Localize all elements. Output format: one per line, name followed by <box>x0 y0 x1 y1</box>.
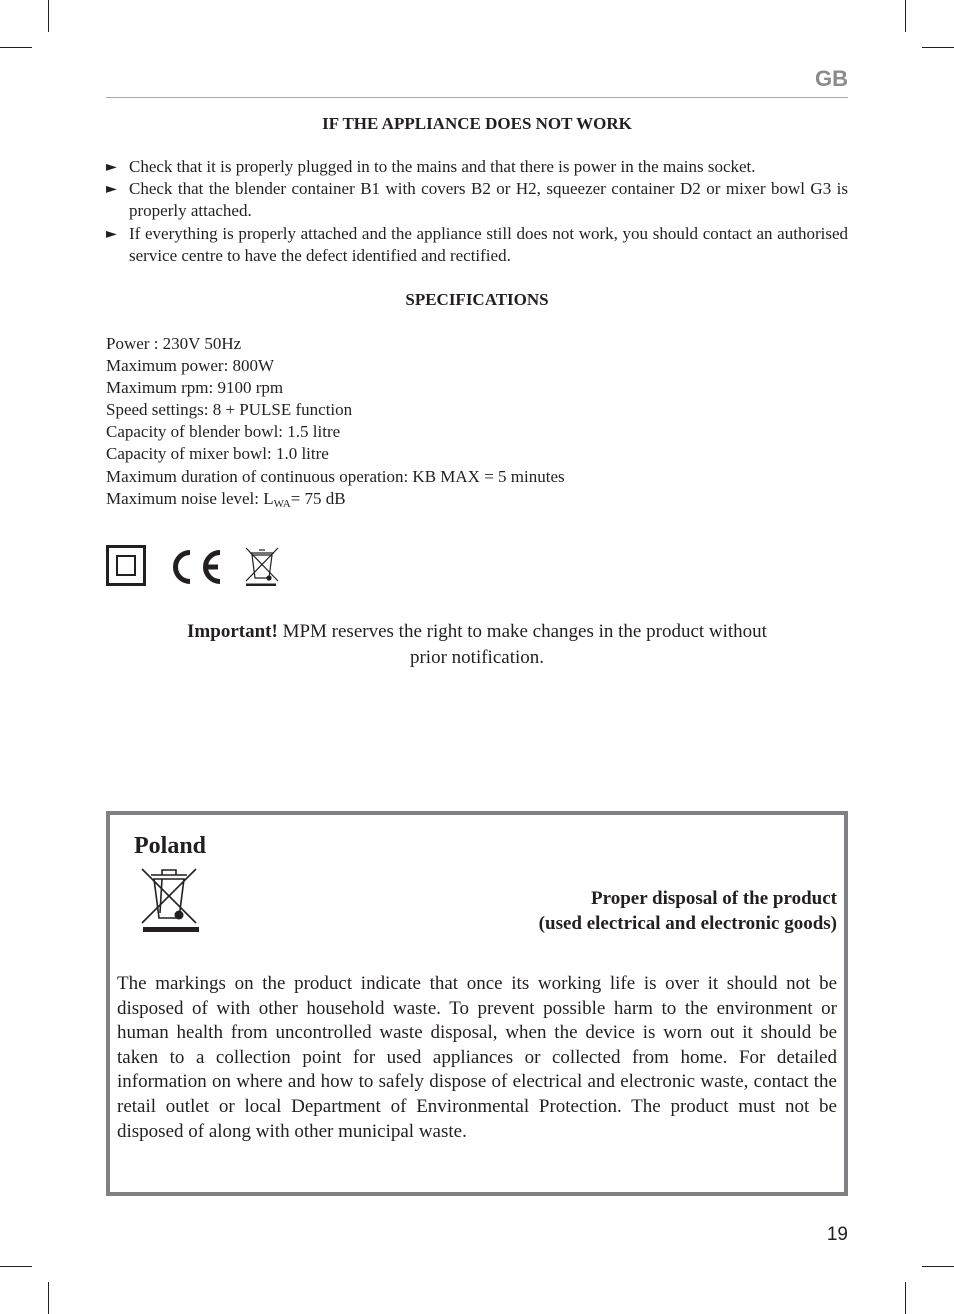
troubleshooting-list <box>106 156 848 267</box>
spec-line: Speed settings: 8 + PULSE function <box>106 400 353 420</box>
list-item-text: Check that the blender container B1 with covers B2 or H2, squeezer container D2 or mixer bowl G3 is properly attached. <box>129 179 848 221</box>
disposal-title-line-2: (used electrical and electronic goods) <box>538 913 837 934</box>
bullet-arrow-icon: ► <box>106 225 117 242</box>
spec-line: Maximum rpm: 9100 rpm <box>106 378 284 398</box>
class-ii-double-insulation-icon <box>108 547 145 585</box>
crop-mark-bottom-left-h <box>0 1266 32 1267</box>
list-item <box>106 178 848 222</box>
disposal-title <box>539 886 837 936</box>
crop-mark-bottom-right-h <box>922 1266 954 1267</box>
crop-mark-top-left-v <box>48 0 49 32</box>
spec-line: Maximum duration of continuous operation: KB MAX = 5 minutes <box>106 466 565 486</box>
list-item-text: Check that it is properly plugged in to the mains and that there is power in the mains socket. <box>129 157 756 176</box>
noise-subscript: WA <box>273 497 291 510</box>
country-label: Poland <box>134 833 207 859</box>
notice-line-1: MPM reserves the right to make changes in the product without <box>277 621 767 642</box>
spec-line: Maximum power: 800W <box>106 356 275 376</box>
crop-mark-top-right-v <box>905 0 906 32</box>
crop-mark-bottom-left-v <box>48 1282 49 1314</box>
page-number: 19 <box>826 1224 848 1245</box>
noise-prefix: Maximum noise level: L <box>106 488 274 508</box>
disposal-body-text: The markings on the product indicate that once its working life is over it should not be disposed of with other household waste. To prevent possible harm to the environment or human health from uncontrolled waste disposal, when the device is worn out it should be taken to a collection point for used appliances or collected from home. For detailed information on where and how to safely dispose of electrical and electronic waste, contact the retail outlet or local Department of Environmental Protection. The product must not be disposed of along with other municipal waste. <box>117 973 837 1142</box>
bullet-arrow-icon: ► <box>106 159 117 175</box>
disposal-info-box <box>106 811 848 1196</box>
spec-line: Capacity of mixer bowl: 1.0 litre <box>106 444 329 464</box>
weee-bin-icon <box>138 865 200 940</box>
crop-mark-top-left-h <box>0 47 32 48</box>
crop-mark-bottom-right-v <box>905 1282 906 1314</box>
noise-suffix: = 75 dB <box>290 488 346 508</box>
spec-line: Power : 230V 50Hz <box>106 334 242 353</box>
list-item <box>106 223 848 267</box>
specifications-list <box>106 333 565 515</box>
important-label: Important! <box>187 621 278 642</box>
weee-crossed-bin-icon <box>246 548 278 586</box>
certification-marks <box>106 545 281 587</box>
bullet-arrow-icon: ► <box>106 181 117 198</box>
notice-line-2: prior notification. <box>409 647 545 668</box>
disposal-title-line-1: Proper disposal of the product <box>591 888 837 909</box>
spec-line-noise <box>106 488 565 515</box>
crop-mark-top-right-h <box>922 47 954 48</box>
list-item-text: If everything is properly attached and the appliance still does not work, you should contact an authorised service centre to have the defect identified and rectified. <box>129 223 848 265</box>
important-notice <box>106 619 848 671</box>
spec-line: Capacity of blender bowl: 1.5 litre <box>106 422 341 442</box>
ce-mark-icon <box>176 553 221 582</box>
troubleshooting-heading: IF THE APPLIANCE DOES NOT WORK <box>322 114 632 133</box>
header-rule <box>106 97 848 98</box>
language-tab: GB <box>815 66 848 91</box>
specifications-heading: SPECIFICATIONS <box>405 290 549 309</box>
list-item <box>106 156 848 178</box>
